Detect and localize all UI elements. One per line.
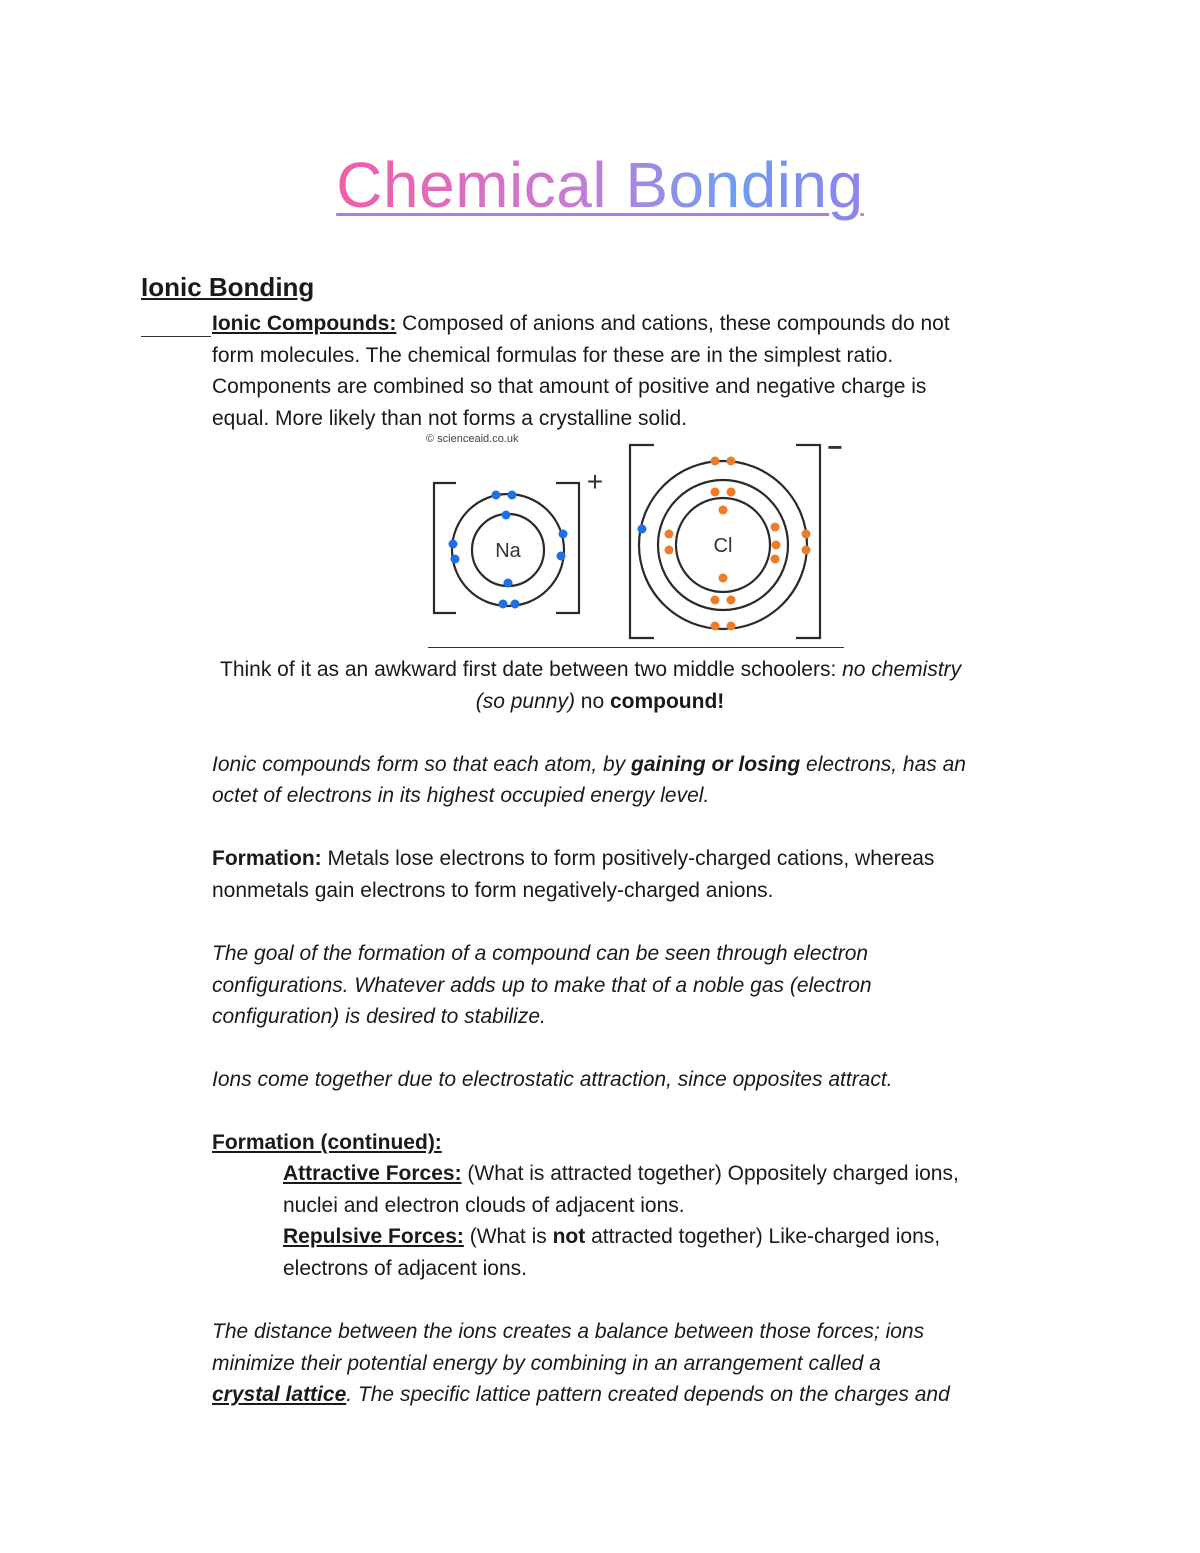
section-heading: Ionic Bonding: [141, 272, 315, 302]
diagram-credit: © scienceaid.co.uk: [426, 433, 519, 445]
goal-line2: configurations. Whatever adds up to make that of a noble gas (electron: [212, 974, 872, 997]
na-charge: +: [586, 466, 604, 497]
lattice-line2: minimize their potential energy by combining in an arrangement called a: [212, 1352, 881, 1375]
caption-rule: [428, 647, 844, 648]
caption-line1: Think of it as an awkward first date between two middle schoolers: no chemistry: [220, 658, 962, 681]
attractive-line1: Attractive Forces: (What is attracted together) Oppositely charged ions,: [283, 1162, 959, 1185]
caption-line2: (so punny) no compound!: [475, 690, 725, 713]
formation-line2: nonmetals gain electrons to form negatively-charged anions.: [212, 879, 774, 902]
lattice-line3: crystal lattice. The specific lattice pattern created depends on the charges and: [212, 1383, 950, 1406]
repulsive-line1: Repulsive Forces: (What is not attracted together) Like-charged ions,: [283, 1225, 941, 1248]
cl-symbol: Cl: [713, 535, 733, 557]
document-title: Chemical Bonding: [336, 149, 864, 221]
ions-line: Ions come together due to electrostatic attraction, since opposites attract.: [212, 1068, 893, 1091]
lattice-line1: The distance between the ions creates a balance between those forces; ions: [212, 1320, 925, 1343]
na-right-bracket: [556, 483, 579, 613]
indent-rule: [141, 336, 211, 337]
octet-line2: octet of electrons in its highest occupied energy level.: [212, 784, 710, 807]
ionic-bond-diagram: [426, 438, 846, 648]
ionic-compounds-line4: equal. More likely than not forms a crystalline solid.: [212, 407, 688, 430]
goal-line1: The goal of the formation of a compound can be seen through electron: [212, 942, 869, 965]
repulsive-line2: electrons of adjacent ions.: [283, 1257, 527, 1280]
goal-line3: configuration) is desired to stabilize.: [212, 1005, 546, 1028]
ionic-compounds-line1: Ionic Compounds: Composed of anions and cations, these compounds do not: [212, 312, 950, 335]
formation-line1: Formation: Metals lose electrons to form positively-charged cations, whereas: [212, 847, 935, 870]
octet-line1: Ionic compounds form so that each atom, by gaining or losing electrons, has an: [212, 753, 966, 776]
formation-continued-heading: Formation (continued):: [212, 1131, 442, 1154]
ionic-compounds-line3: Components are combined so that amount of positive and negative charge is: [212, 375, 927, 398]
na-symbol: Na: [495, 540, 521, 562]
attractive-line2: nuclei and electron clouds of adjacent ions.: [283, 1194, 685, 1217]
ionic-compounds-line2: form molecules. The chemical formulas for these are in the simplest ratio.: [212, 344, 894, 367]
cl-left-bracket: [630, 445, 654, 638]
cl-charge: −: [827, 438, 843, 462]
